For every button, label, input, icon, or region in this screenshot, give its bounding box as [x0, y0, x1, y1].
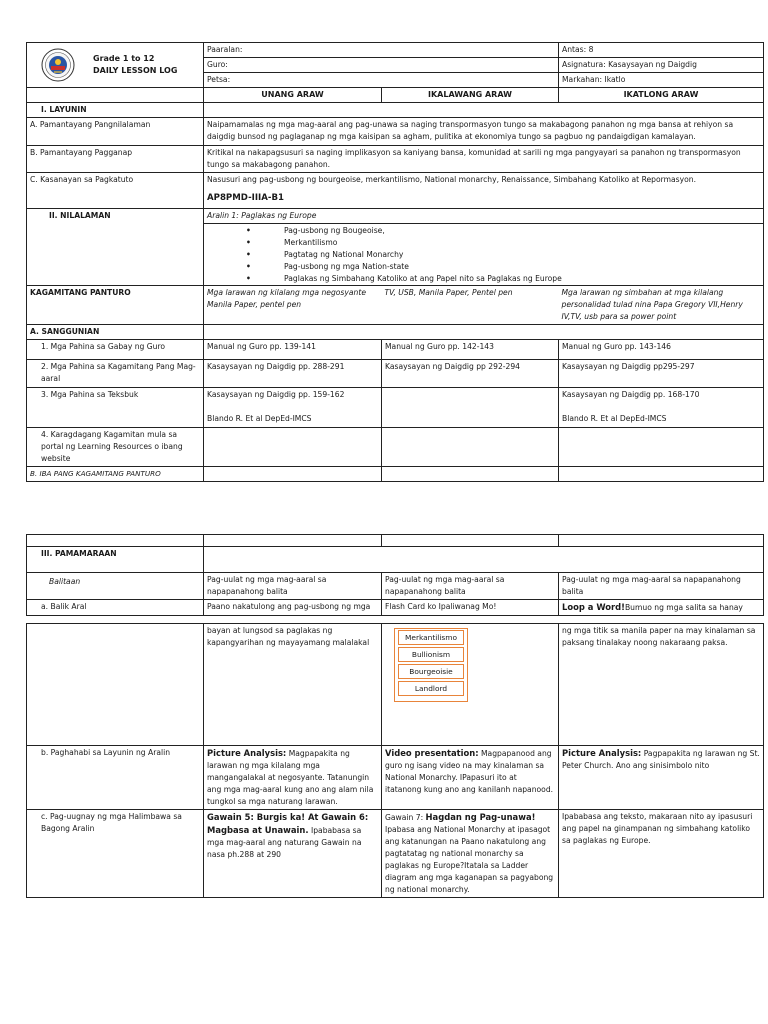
pamamaraan-title: III. PAMAMARAAN	[27, 547, 204, 573]
gabay-guro-day3: Manual ng Guro pp. 143-146	[559, 340, 764, 360]
balik-aral-cont-day1: bayan at lungsod sa paglakas ng kapangyarihan ng mayayamang malalakal	[204, 624, 382, 746]
competency-code: AP8PMD-IIIA-B1	[207, 193, 284, 203]
loop-a-word-title: Loop a Word!	[562, 602, 625, 612]
loop-a-word-text: Bumuo ng mga salita sa hanay	[624, 603, 743, 612]
header-logo-cell	[27, 43, 204, 88]
kagamitang-mag-aaral-day3: Kasaysayan ng Daigdig pp295-297	[559, 360, 764, 388]
balitaan-day3: Pag-uulat ng mga mag-aaral sa napapanahong balita	[559, 573, 764, 600]
aralin-title: Aralin 1: Paglakas ng Europe	[204, 209, 763, 224]
flashcard: Merkantilismo	[398, 630, 464, 645]
kasanayan-text: Nasusuri ang pag-usbong ng bourgeoise, merkantilismo, National monarchy, Renaissance, Simbahang Katoliko at Repormasyon.	[207, 175, 696, 184]
paaralan-field: Paaralan:	[204, 43, 559, 58]
antas-field: Antas: 8	[559, 43, 764, 58]
teksbuk-day3	[559, 388, 764, 428]
title-line-1: Grade 1 to 12	[93, 54, 155, 63]
balik-aral-day2: Flash Card ko Ipaliwanag Mo!	[382, 600, 559, 616]
teksbuk-day3-author: Blando R. Et al DepEd-IMCS	[562, 414, 667, 423]
pag-uugnay-day3: Ipababasa ang teksto, makaraan nito ay ipasusuri ang papel na ginampanan ng simbahang katoliko sa paglakas ng Europe.	[559, 810, 764, 898]
karagdagang-kagamitan-label: 4. Karagdagang Kagamitan mula sa portal ng Learning Resources o ibang website	[27, 428, 204, 467]
list-item: • Pag-usbong ng mga Nation-state	[204, 261, 763, 273]
teksbuk-day1-author: Blando R. Et al DepEd-IMCS	[207, 414, 312, 423]
nilalaman-title: II. NILALAMAN	[27, 209, 204, 286]
kagamitan-day1: Mga larawan ng kilalang mga negosyante Manila Paper, pentel pen	[204, 286, 382, 325]
kasanayan-label: C. Kasanayan sa Pagkatuto	[27, 173, 204, 209]
gabay-guro-day1: Manual ng Guro pp. 139-141	[204, 340, 382, 360]
video-presentation-title: Video presentation:	[385, 748, 479, 758]
kagamitan-label: KAGAMITANG PANTURO	[27, 286, 204, 325]
list-item: • Pag-usbong ng Bougeoise,	[204, 225, 763, 237]
gawain-5-6-title: Gawain 5: Burgis ka! At Gawain 6: Magbasa at Unawain.	[207, 812, 369, 835]
kagamitang-mag-aaral-label: 2. Mga Pahina sa Kagamitang Pang Mag-aaral	[27, 360, 204, 388]
day3-header: IKATLONG ARAW	[559, 88, 764, 103]
pamantayang-pangnilalaman-text: Naipamamalas ng mga mag-aaral ang pag-unawa sa naging transpormasyon tungo sa makabagong panahon ng mga bansa at rehiyon sa daigdig bunsod ng paglaganap ng mga kaisipan sa agham, pulitika at ekonomiya tungo sa pagbuo ng pandaigdigan kamalayan.	[204, 118, 764, 146]
balitaan-day2: Pag-uulat ng mga mag-aaral sa napapanahong balita	[382, 573, 559, 600]
kagamitan-day2: TV, USB, Manila Paper, Pentel pen	[382, 286, 559, 325]
day2-header: IKALAWANG ARAW	[382, 88, 559, 103]
paghahabi-day1-text: Magpapakita ng larawan ng mga kilalang mga mangangalakal at negosyante. Tatanungin ang mga mag-aaral kung ano ang alam nila tungkol sa mga naturang larawan.	[207, 749, 374, 806]
flashcard: Bourgeoisie	[398, 664, 464, 679]
flashcard-cell	[382, 624, 559, 746]
balik-aral-day1: Paano nakatulong ang pag-usbong ng mga	[204, 600, 382, 616]
paghahabi-day3-text: Pagpapakita ng larawan ng St. Peter Church. Ano ang sinisimbolo nito	[562, 749, 760, 770]
flashcard: Landlord	[398, 681, 464, 696]
petsa-field: Petsa:	[204, 73, 559, 88]
teksbuk-day3-ref: Kasaysayan ng Daigdig pp. 168-170	[562, 390, 700, 399]
paghahabi-day2-text: Magpapanood ang guro ng isang video na may kinalaman sa National Monarchy. IPapasuri ito at itatanong kung ano ang kanilanh napanood.	[385, 749, 554, 794]
pag-uugnay-day2-text: Ipabasa ang National Monarchy at ipasagot ang katanungan na Paano nakatulong ang pagtatatag ng national monarchy sa paglakas ng Europe?Itatala sa Ladder diagram ang mga kaganapan sa pagyabong ng national monarchy.	[385, 825, 554, 894]
teksbuk-day1-ref: Kasaysayan ng Daigdig pp. 159-162	[207, 390, 345, 399]
gabay-guro-label: 1. Mga Pahina sa Gabay ng Guro	[27, 340, 204, 360]
pag-uugnay-day1-text: Ipababasa sa mga mag-aaral ang naturang Gawain na nasa ph.288 at 290	[207, 826, 362, 859]
paghahabi-label: b. Paghahabi sa Layunin ng Aralin	[27, 746, 204, 810]
day1-header: UNANG ARAW	[204, 88, 382, 103]
iba-pang-kagamitan-label: B. IBA PANG KAGAMITANG PANTURO	[27, 467, 204, 482]
nilalaman-list	[204, 224, 763, 285]
picture-analysis-title: Picture Analysis:	[207, 748, 287, 758]
picture-analysis-title: Picture Analysis:	[562, 748, 642, 758]
paghahabi-day3	[559, 746, 764, 810]
pamantayang-pagganap-text: Kritikal na nakapagsusuri sa naging implikasyon sa kaniyang bansa, komunidad at sarili ng mga pangyayari sa panahon ng transpormasyon tungo sa makabagong panahon.	[204, 146, 764, 173]
markahan-field: Markahan: Ikatlo	[559, 73, 764, 88]
list-item: • Pagtatag ng National Monarchy	[204, 249, 763, 261]
teksbuk-day1	[204, 388, 382, 428]
layunin-title: I. LAYUNIN	[27, 103, 204, 118]
balik-aral-day3	[559, 600, 764, 616]
kagamitang-mag-aaral-day1: Kasaysayan ng Daigdig pp. 288-291	[204, 360, 382, 388]
pag-uugnay-day2	[382, 810, 559, 898]
flashcard: Bullionism	[398, 647, 464, 662]
kasanayan-cell	[204, 173, 764, 209]
lesson-log-table-2	[26, 534, 764, 616]
pag-uugnay-label: c. Pag-uugnay ng mga Halimbawa sa Bagong Aralin	[27, 810, 204, 898]
hagdan-title: Hagdan ng Pag-unawa!	[425, 812, 536, 822]
list-item: • Paglakas ng Simbahang Katoliko at ang Papel nito sa Paglakas ng Europe	[204, 273, 763, 285]
asignatura-field: Asignatura: Kasaysayan ng Daigdig	[559, 58, 764, 73]
gabay-guro-day2: Manual ng Guro pp. 142-143	[382, 340, 559, 360]
pamantayang-pagganap-label: B. Pamantayang Pagganap	[27, 146, 204, 173]
balitaan-day1: Pag-uulat ng mga mag-aaral sa napapanahong balita	[204, 573, 382, 600]
balik-aral-cont-day3: ng mga titik sa manila paper na may kinalaman sa paksang tinalakay noong nakaraang paksa.	[559, 624, 764, 746]
nilalaman-cell	[204, 209, 764, 286]
gawain-7-prefix: Gawain 7:	[385, 813, 426, 822]
deped-seal-icon	[41, 48, 75, 82]
kagamitan-day3: Mga larawan ng simbahan at mga kilalang personalidad tulad nina Papa Gregory VII,Henry IV,TV, usb para sa power point	[559, 286, 764, 325]
paghahabi-day2	[382, 746, 559, 810]
sanggunian-title: A. SANGGUNIAN	[27, 325, 204, 340]
balitaan-label: Balitaan	[27, 573, 204, 600]
paghahabi-day1	[204, 746, 382, 810]
kagamitang-mag-aaral-day2: Kasaysayan ng Daigdig pp 292-294	[382, 360, 559, 388]
lesson-log-table-3	[26, 623, 764, 898]
pag-uugnay-day1	[204, 810, 382, 898]
guro-field: Guro:	[204, 58, 559, 73]
teksbuk-label: 3. Mga Pahina sa Teksbuk	[27, 388, 204, 428]
title-line-2: DAILY LESSON LOG	[93, 66, 178, 75]
list-item: • Merkantilismo	[204, 237, 763, 249]
lesson-log-table-1	[26, 42, 764, 482]
pamantayang-pangnilalaman-label: A. Pamantayang Pangnilalaman	[27, 118, 204, 146]
balik-aral-label: a. Balik Aral	[27, 600, 204, 616]
